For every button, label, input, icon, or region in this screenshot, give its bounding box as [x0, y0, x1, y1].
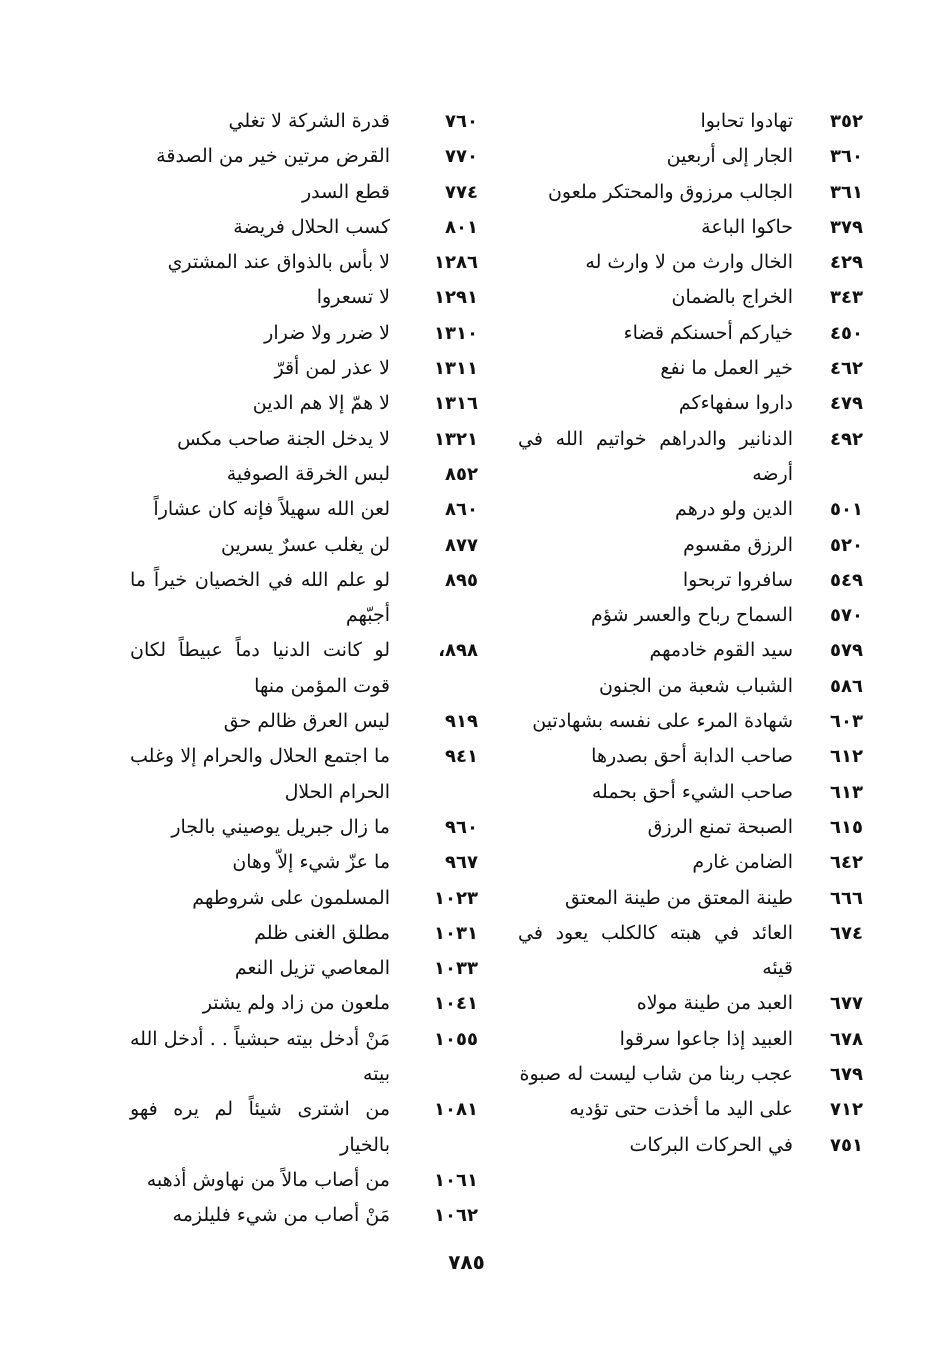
entry-text: الشباب شعبة من الجنون — [598, 674, 793, 697]
entry-text: طينة المعتق من طينة المعتق — [565, 886, 793, 909]
entry-number: ٩٦٧ — [445, 852, 478, 874]
entry-text: ما اجتمع الحلال والحرام إلا وغلب الحرام الحلال — [130, 745, 390, 803]
index-entry — [130, 422, 478, 457]
index-entry — [518, 704, 863, 739]
index-entry — [130, 739, 478, 810]
entry-text: صاحب الشيء أحق بحمله — [591, 780, 793, 803]
entry-text: لو كانت الدنيا دماً عبيطاً لكان قوت المؤمن منها — [130, 639, 390, 697]
index-entry — [518, 739, 863, 774]
entry-number: ٦٧٨ — [830, 1028, 863, 1050]
entry-text: قدرة الشركة لا تغلي — [228, 110, 390, 132]
entry-number: ١٣١١ — [434, 358, 478, 380]
entry-number: ٦٧٤ — [830, 922, 863, 944]
entry-text: الجار إلى أربعين — [666, 145, 793, 168]
index-entry — [518, 598, 863, 633]
entry-number: ١٠٣٣ — [434, 958, 478, 980]
index-entry — [130, 280, 478, 315]
index-column-right — [518, 104, 863, 1163]
index-entry — [130, 175, 478, 210]
entry-text: لو علم الله في الخصيان خيراً ما أجبّهم — [130, 568, 390, 627]
index-entry — [130, 986, 478, 1021]
entry-number: ٨٧٧ — [445, 534, 478, 556]
index-entry — [518, 351, 863, 386]
index-entry — [130, 704, 478, 739]
entry-number: ١٠٨١ — [434, 1099, 478, 1121]
entry-number: ٦١٣ — [830, 781, 863, 803]
entry-number: ٣٤٣ — [830, 287, 863, 309]
entry-text: لا تسعروا — [316, 286, 390, 309]
entry-text: عجب ربنا من شاب ليست له صبوة — [519, 1063, 793, 1086]
entry-text: العبيد إذا جاعوا سرقوا — [619, 1027, 793, 1050]
entry-text: العائد في هبته كالكلب يعود في قيئه — [518, 921, 793, 980]
entry-text: الخال وارث من لا وارث له — [585, 251, 793, 274]
index-entry — [130, 492, 478, 527]
entry-text: لا عذر لمن أقرّ — [274, 357, 390, 380]
index-entry — [518, 280, 863, 315]
index-entry — [518, 104, 863, 139]
entry-number: ١٠٢٣ — [434, 887, 478, 909]
entry-number: ٦٧٧ — [830, 993, 863, 1015]
index-entry — [130, 881, 478, 916]
entry-number: ٤٩٢ — [830, 428, 863, 450]
entry-number: ٣٥٢ — [830, 111, 863, 132]
entry-number: ٦١٥ — [830, 816, 863, 838]
entry-text: على اليد ما أخذت حتى تؤديه — [569, 1098, 793, 1121]
entry-number: ٦١٢ — [830, 746, 863, 768]
entry-text: ما عزّ شيء إلاّ وهان — [232, 851, 390, 874]
entry-text: مَنْ أدخل بيته حبشياً . . أدخل الله بيته — [130, 1027, 390, 1086]
index-entry — [130, 951, 478, 986]
entry-number: ٦٦٦ — [830, 887, 863, 909]
index-entry — [130, 316, 478, 351]
entry-number: ٥٧٠ — [830, 605, 863, 627]
entry-number: ٣٦١ — [830, 181, 863, 203]
entry-number: ٨٦٠ — [445, 499, 478, 521]
entry-number: ٩٦٠ — [445, 816, 478, 838]
entry-text: السماح رباح والعسر شؤم — [590, 604, 793, 627]
entry-number: ١٠٤١ — [434, 993, 478, 1015]
entry-text: سيد القوم خادمهم — [649, 639, 793, 662]
entry-text: خياركم أحسنكم قضاء — [623, 321, 793, 344]
entry-text: الجالب مرزوق والمحتكر ملعون — [547, 180, 793, 203]
entry-number: ٧٧٠ — [445, 146, 478, 168]
entry-text: المسلمون على شروطهم — [192, 886, 390, 909]
index-column-left — [130, 104, 478, 1234]
entry-number: ٩٤١ — [445, 746, 478, 768]
entry-text: لا بأس بالذواق عند المشتري — [167, 251, 390, 274]
entry-text: سافروا تربحوا — [682, 568, 793, 591]
index-entry — [518, 492, 863, 527]
index-entry — [130, 563, 478, 634]
entry-text: ما زال جبريل يوصيني بالجار — [171, 815, 390, 838]
index-entry — [518, 1022, 863, 1057]
index-entry — [130, 139, 478, 174]
entry-number: ٥٢٠ — [830, 534, 863, 556]
index-entry — [518, 139, 863, 174]
entry-number: ٩١٩ — [445, 711, 478, 733]
index-entry — [518, 1128, 863, 1163]
entry-text: قطع السدر — [302, 180, 390, 203]
entry-number: ٨٥٢ — [445, 463, 478, 485]
entry-number: ٥٤٩ — [830, 569, 863, 591]
entry-number: ٣٦٠ — [830, 146, 863, 168]
entry-text: الدنانير والدراهم خواتيم الله في أرضه — [518, 427, 793, 485]
index-entry — [518, 775, 863, 810]
entry-number: ٤٢٩ — [830, 252, 863, 274]
entry-text: صاحب الدابة أحق بصدرها — [591, 745, 793, 768]
entry-text: داروا سفهاءكم — [678, 392, 793, 415]
index-entry — [518, 633, 863, 668]
entry-number: ٥٠١ — [830, 499, 863, 521]
entry-text: خير العمل ما نفع — [660, 357, 793, 380]
entry-number: ٧٧٤ — [445, 181, 478, 203]
entry-text: ملعون من زاد ولم يشتر — [202, 992, 390, 1015]
entry-text: الصبحة تمنع الرزق — [647, 815, 793, 838]
index-entry — [130, 1198, 478, 1233]
entry-text: من أصاب مالاً من نهاوش أذهبه — [146, 1168, 390, 1191]
entry-number: ٦٤٢ — [830, 852, 863, 874]
entry-number: ٨٠١ — [445, 216, 478, 238]
entry-text: تهادوا تحابوا — [700, 110, 793, 132]
index-entry — [130, 1022, 478, 1093]
index-entry — [130, 916, 478, 951]
index-entry — [130, 1092, 478, 1163]
index-entry — [518, 316, 863, 351]
entry-number: ١٠٣١ — [434, 922, 478, 944]
index-entry — [130, 810, 478, 845]
index-entry — [518, 245, 863, 280]
index-entry — [130, 245, 478, 280]
index-entry — [130, 457, 478, 492]
index-entry — [518, 386, 863, 421]
index-entry — [518, 422, 863, 493]
index-entry — [518, 210, 863, 245]
index-entry — [130, 528, 478, 563]
index-entry — [518, 175, 863, 210]
entry-text: من اشترى شيئاً لم يره فهو بالخيار — [130, 1098, 390, 1156]
entry-number: ١٣٢١ — [434, 428, 478, 450]
index-entry — [130, 845, 478, 880]
entry-text: كسب الحلال فريضة — [233, 215, 390, 238]
entry-number: ١٢٨٦ — [434, 252, 478, 274]
entry-text: المعاصي تزيل النعم — [234, 957, 390, 980]
index-entry — [518, 810, 863, 845]
entry-number: ٧٥١ — [830, 1134, 863, 1156]
entry-number: ٤٥٠ — [830, 322, 863, 344]
entry-text: مَنْ أصاب من شيء فليلزمه — [172, 1204, 390, 1227]
index-entry — [518, 669, 863, 704]
entry-text: الخراج بالضمان — [671, 286, 793, 309]
entry-number: ٨٩٨، — [438, 640, 478, 662]
entry-text: لا ضرر ولا ضرار — [264, 321, 390, 344]
entry-number: ٥٧٩ — [830, 640, 863, 662]
entry-text: الرزق مقسوم — [683, 533, 793, 556]
entry-text: لا همّ إلا هم الدين — [252, 392, 390, 415]
entry-text: الدين ولو درهم — [675, 498, 793, 521]
entry-text: حاكوا الباعة — [701, 215, 793, 238]
index-entry — [518, 916, 863, 987]
entry-number: ٤٦٢ — [830, 358, 863, 380]
index-entry — [518, 881, 863, 916]
page-number: ٧٨٥ — [448, 1250, 485, 1274]
entry-number: ٨٩٥ — [445, 569, 478, 591]
entry-text: لعن الله سهيلاً فإنه كان عشاراً — [153, 498, 390, 521]
index-entry — [130, 210, 478, 245]
entry-number: ٣٧٩ — [830, 216, 863, 238]
entry-number: ٤٧٩ — [830, 393, 863, 415]
entry-text: الضامن غارم — [692, 851, 793, 874]
entry-text: العبد من طينة مولاه — [636, 992, 793, 1015]
index-entry — [518, 845, 863, 880]
index-entry — [518, 1057, 863, 1092]
entry-text: ليس العرق ظالم حق — [223, 710, 390, 733]
entry-number: ٦٧٩ — [830, 1064, 863, 1086]
index-entry — [518, 1092, 863, 1127]
entry-text: لا يدخل الجنة صاحب مكس — [177, 427, 390, 450]
entry-text: شهادة المرء على نفسه بشهادتين — [532, 710, 793, 733]
entry-number: ٥٨٦ — [830, 675, 863, 697]
index-entry — [130, 633, 478, 704]
entry-text: لبس الخرقة الصوفية — [226, 462, 390, 485]
entry-text: القرض مرتين خير من الصدقة — [156, 145, 390, 168]
index-entry — [518, 563, 863, 598]
entry-text: مطلق الغنى ظلم — [254, 921, 390, 944]
entry-text: لن يغلب عسرٌ يسرين — [220, 533, 390, 556]
entry-text: في الحركات البركات — [629, 1133, 793, 1156]
index-entry — [518, 986, 863, 1021]
index-entry — [130, 386, 478, 421]
entry-number: ١٠٦٢ — [434, 1205, 478, 1227]
entry-number: ١٠٥٥ — [434, 1028, 478, 1050]
index-entry — [130, 351, 478, 386]
entry-number: ٧٦٠ — [445, 111, 478, 132]
index-entry — [130, 104, 478, 139]
index-entry — [130, 1163, 478, 1198]
entry-number: ١٠٦١ — [434, 1169, 478, 1191]
entry-number: ١٢٩١ — [434, 287, 478, 309]
entry-number: ٦٠٣ — [830, 711, 863, 733]
entry-number: ٧١٢ — [830, 1099, 863, 1121]
index-entry — [518, 528, 863, 563]
entry-number: ١٣١٦ — [434, 393, 478, 415]
entry-number: ١٣١٠ — [434, 322, 478, 344]
